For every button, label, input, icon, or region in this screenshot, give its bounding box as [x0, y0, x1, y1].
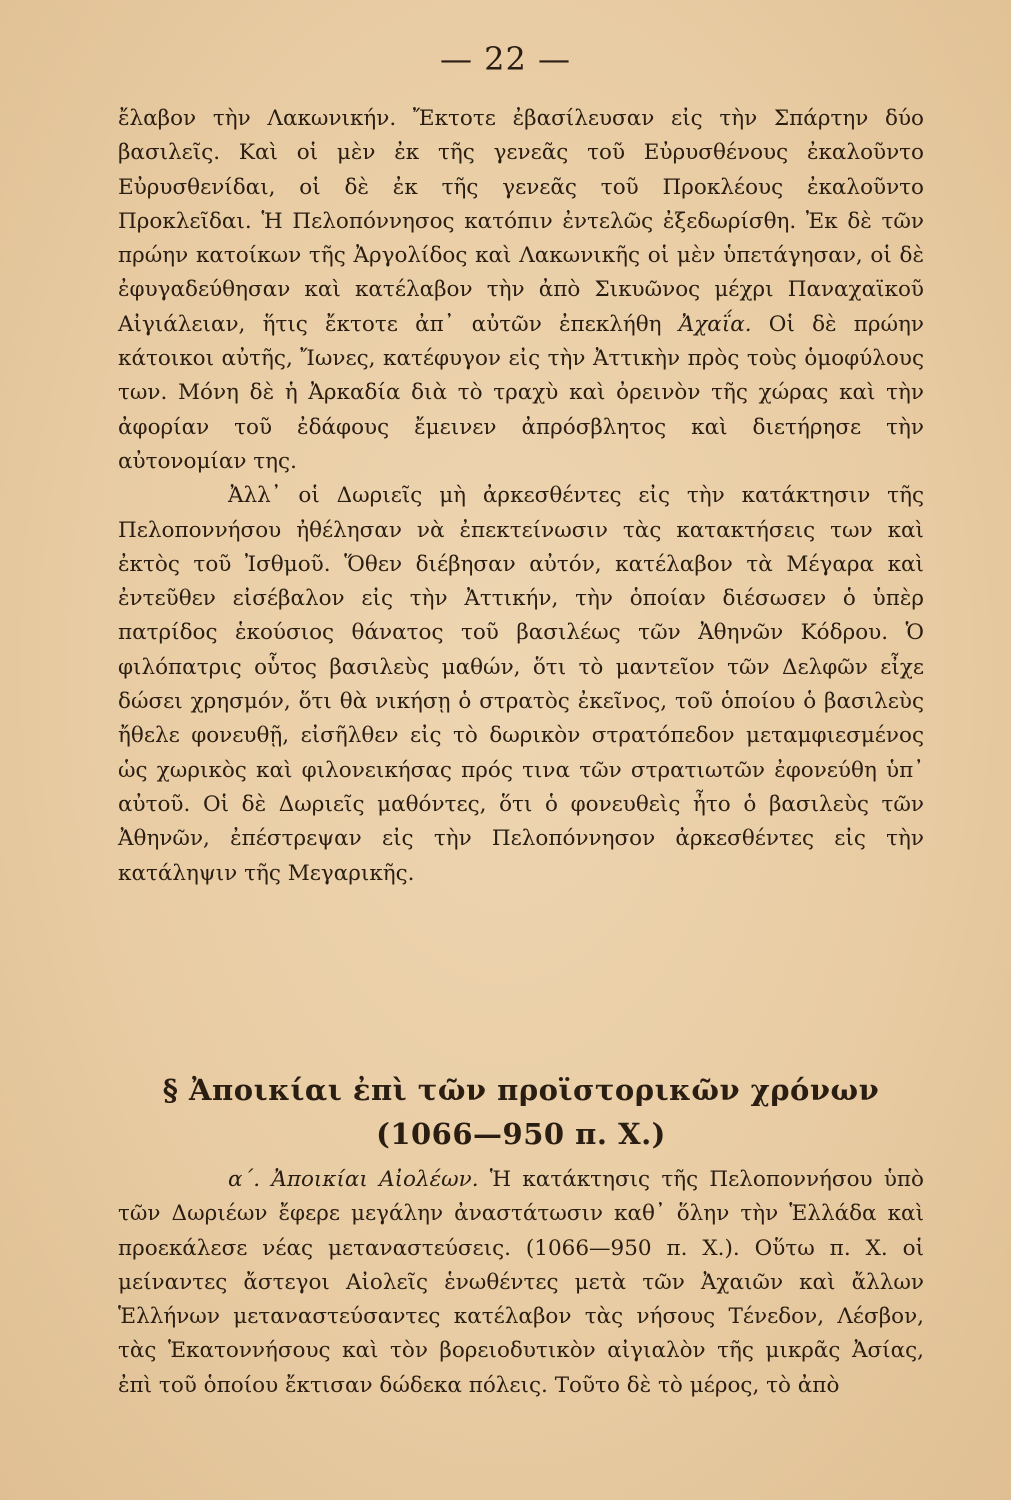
emphasized-term-achaia: Ἀχαΐα. — [678, 311, 752, 337]
section-heading-title: § Ἀποικίαι ἐπὶ τῶν προϊστορικῶν χρόνων — [162, 1073, 880, 1107]
paragraph-dorians: Ἀλλ᾽ οἱ Δωριεῖς μὴ ἀρκεσθέντες εἰς τὴν κατάκτησιν τῆς Πελοποννήσου ἠθέλησαν νὰ ἐπεκτείνωσιν τὰς κατακτήσεις των καὶ ἐκτὸς τοῦ Ἰσθμοῦ. Ὅθεν διέβησαν αὐτόν, κατέλαβον τὰ Μέγαρα καὶ ἐντεῦθεν εἰσέβαλον εἰς τὴν Ἀττικήν, τὴν ὁποίαν διέσωσεν ὁ ὑπὲρ πατρίδος ἑκούσιος θάνατος τοῦ βασιλέως τῶν Ἀθηνῶν Κόδρου. Ὁ φιλόπατρις οὗτος βασιλεὺς μαθών, ὅτι τὸ μαντεῖον τῶν Δελφῶν εἶχε δώσει χρησμόν, ὅτι θὰ νικήσῃ ὁ στρατὸς ἐκεῖνος, τοῦ ὁποίου ὁ βασιλεὺς ἤθελε φονευθῇ, εἰσῆλθεν εἰς τὸ δωρικὸν στρατόπεδον μεταμφιεσμένος ὡς χωρικὸς καὶ φιλονεικήσας πρός τινα τῶν στρατιωτῶν ἐφονεύθη ὑπ᾽ αὐτοῦ. Οἱ δὲ Δωριεῖς μαθόντες, ὅτι ὁ φονευθεὶς ἦτο ὁ βασιλεὺς τῶν Ἀθηνῶν, ἐπέστρεψαν εἰς τὴν Πελοπόννησον ἀρκεσθέντες εἰς τὴν κατάληψιν τῆς Μεγαρικῆς. — [118, 483, 924, 886]
section-heading-dates: (1066—950 π. Χ.) — [376, 1117, 666, 1151]
section-heading — [118, 1068, 924, 1156]
text-block-upper — [118, 102, 924, 891]
paragraph-text: Ἡ κατάκτησις τῆς Πελοποννήσου ὑπὸ τῶν Δωριέων ἔφερε μεγάλην ἀναστάτωσιν καθ᾽ ὅλην τὴν Ἑλλάδα καὶ προεκάλεσε νέας μεταναστεύσεις. (1066—950 π. Χ.). Οὕτω π. Χ. οἱ μείναντες ἄστεγοι Αἰολεῖς ἑνωθέντες μετὰ τῶν Ἀχαιῶν καὶ ἄλλων Ἑλλήνων μεταναστεύσαντες κατέλαβον τὰς νήσους Τένεδον, Λέσβον, τὰς Ἑκατοννήσους καὶ τὸν βορειοδυτικὸν αἰγιαλὸν τῆς μικρᾶς Ἀσίας, ἐπὶ τοῦ ὁποίου ἔκτισαν δώδεκα πόλεις. Τοῦτο δὲ τὸ μέρος, τὸ ἀπὸ — [118, 1167, 924, 1398]
paragraph-laconia — [118, 102, 924, 479]
page-number: — 22 — — [439, 40, 572, 78]
paragraph-aeolian-colonies — [118, 1163, 924, 1403]
text-block-lower — [118, 1163, 924, 1403]
paragraph-text: ἔλαβον τὴν Λακωνικήν. Ἔκτοτε ἐβασίλευσαν εἰς τὴν Σπάρτην δύο βασιλεῖς. Καὶ οἱ μὲν ἐκ τῆς γενεᾶς τοῦ Εὐρυσθένους ἐκαλοῦντο Εὐρυσθενίδαι, οἱ δὲ ἐκ τῆς γενεᾶς τοῦ Προκλέους ἐκαλοῦντο Προκλεῖδαι. Ἡ Πελοπόννησος κατόπιν ἐντελῶς ἐξεδωρίσθη. Ἐκ δὲ τῶν πρώην κατοίκων τῆς Ἀργολίδος καὶ Λακωνικῆς οἱ μὲν ὑπετάγησαν, οἱ δὲ ἐφυγαδεύθησαν καὶ κατέλαβον τὴν ἀπὸ Σικυῶνος μέχρι Παναχαϊκοῦ Αἰγιάλειαν, ἥτις ἔκτοτε ἀπ᾽ αὐτῶν ἐπεκλήθη — [118, 106, 924, 337]
paragraph-text-continued: Οἱ δὲ πρώην κάτοικοι αὐτῆς, Ἴωνες, κατέφυγον εἰς τὴν Ἀττικὴν πρὸς τοὺς ὁμοφύλους των. Μόνη δὲ ἡ Ἀρκαδία διὰ τὸ τραχὺ καὶ ὀρεινὸν τῆς χώρας καὶ τὴν ἀφορίαν τοῦ ἐδάφους ἔμεινεν ἀπρόσβλητος καὶ διετήρησε τὴν αὐτονομίαν της. — [118, 311, 925, 474]
subsection-label: α΄. Ἀποικίαι Αἰολέων. — [228, 1167, 479, 1192]
